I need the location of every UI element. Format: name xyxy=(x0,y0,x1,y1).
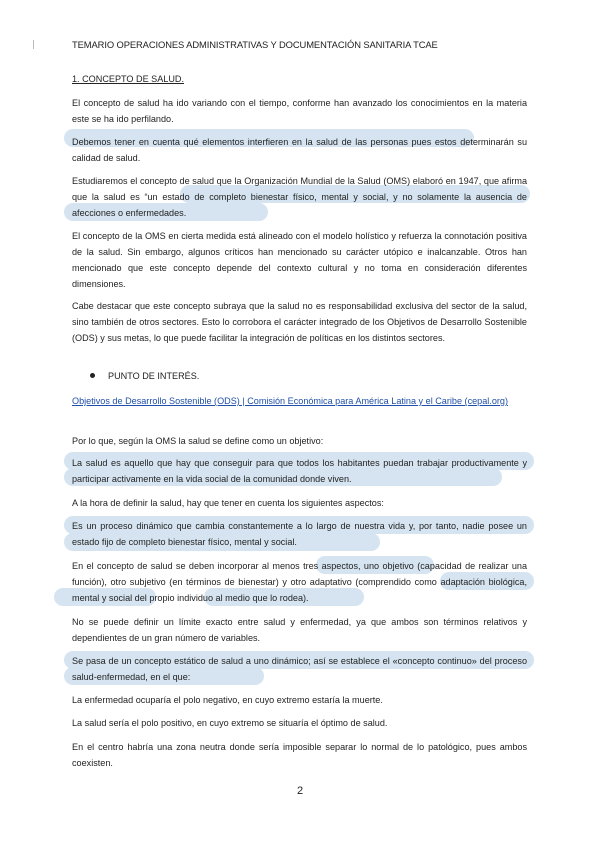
paragraph: En el centro habría una zona neutra donde sería imposible separar lo normal de lo patológico, pues ambos coexisten. xyxy=(72,742,527,768)
section-title: 1. CONCEPTO DE SALUD. xyxy=(72,74,185,84)
paragraph: Estudiaremos el concepto de salud que la Organización Mundial de la Salud (OMS) elaboró en 1947, que afirma que la salud es “un estado de completo bienestar físico, mental y social, y no solamente la ausencia de afecciones o enfermedades. xyxy=(72,176,527,218)
paragraph: No se puede definir un límite exacto entre salud y enfermedad, ya que ambos son términos relativos y dependientes de un gran número de variables. xyxy=(72,617,527,643)
paragraph: A la hora de definir la salud, hay que tener en cuenta los siguientes aspectos: xyxy=(72,498,384,508)
paragraph: Se pasa de un concepto estático de salud a uno dinámico; así se establece el «concepto continuo» del proceso salud-enfermedad, en el que: xyxy=(72,656,527,682)
paragraph: Cabe destacar que este concepto subraya que la salud no es responsabilidad exclusiva del sector de la salud, sino también de otros sectores. Esto lo corrobora el carácter integrado de los Objetivos de Desarrollo Sostenible (ODS) y sus metas, lo que puede facilitar la integración de políticas en los distintos sectores. xyxy=(72,301,527,343)
bullet-icon xyxy=(90,373,95,378)
page-number: 2 xyxy=(296,785,304,797)
paragraph: La enfermedad ocuparía el polo negativo, en cuyo extremo estaría la muerte. xyxy=(72,695,383,705)
paragraph: La salud es aquello que hay que conseguir para que todos los habitantes puedan trabajar productivamente y participar activamente en la vida social de la comunidad donde viven. xyxy=(72,458,527,484)
paragraph: La salud sería el polo positivo, en cuyo extremo se situaría el óptimo de salud. xyxy=(72,718,388,728)
page-header: TEMARIO OPERACIONES ADMINISTRATIVAS Y DOCUMENTACIÓN SANITARIA TCAE xyxy=(72,39,438,50)
paragraph: Es un proceso dinámico que cambia constantemente a lo largo de nuestra vida y, por tanto, nadie posee un estado fijo de completo bienestar físico, mental y social. xyxy=(72,521,527,547)
margin-mark xyxy=(33,40,34,49)
ods-link[interactable]: Objetivos de Desarrollo Sostenible (ODS) | Comisión Económica para América Latina y el Caribe (cepal.org) xyxy=(72,396,509,406)
paragraph: El concepto de salud ha ido variando con el tiempo, conforme han avanzado los conocimientos en la materia este se ha ido perfilando. xyxy=(72,98,527,124)
bullet-label: PUNTO DE INTERÉS. xyxy=(108,371,200,381)
paragraph: El concepto de la OMS en cierta medida está alineado con el modelo holístico y refuerza la connotación positiva de la salud. Sin embargo, algunos críticos han mencionado su carácter utópico e inalcanzable. Otros han mencionado que este concepto depende del contexto cultural y no toma en consideración diferentes dimensiones. xyxy=(72,231,527,289)
paragraph: Por lo que, según la OMS la salud se define como un objetivo: xyxy=(72,436,324,446)
bullet-item xyxy=(90,371,199,381)
paragraph: En el concepto de salud se deben incorporar al menos tres aspectos, uno objetivo (capacidad de realizar una función), otro subjetivo (en términos de bienestar) y otro adaptativo (comprendido como adaptación biológica, mental y social del propio individuo al medio que lo rodea). xyxy=(72,561,527,603)
paragraph: Debemos tener en cuenta qué elementos interfieren en la salud de las personas pues estos determinarán su calidad de salud. xyxy=(72,137,527,163)
